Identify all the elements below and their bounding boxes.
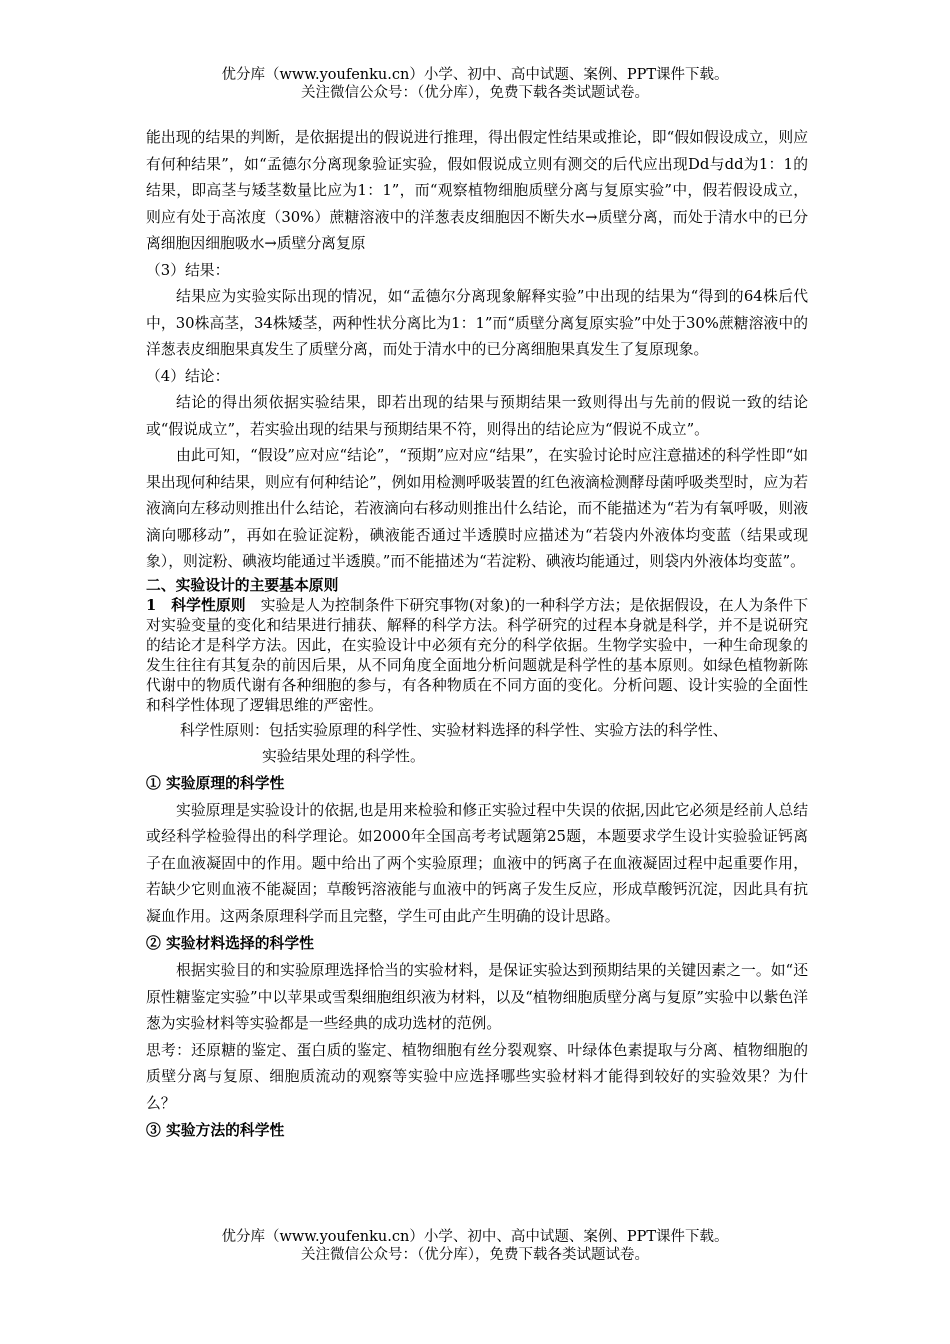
paragraph-principle-science: 实验原理是实验设计的依据,也是用来检验和修正实验过程中失误的依据,因此它必须是经前人总结或经科学检验得出的科学理论。如2000年全国高考考试题第25题，本题要求学生设计实验验证钙离子在血液凝固中的作用。题中给出了两个实验原理；血液中的钙离子在血液凝固过程中起重要作用，若缺少它则血液不能凝固；草酸钙溶液能与血液中的钙离子发生反应，形成草酸钙沉淀，因此具有抗凝血作用。这两条原理科学而且完整，学生可由此产生明确的设计思路。 — [146, 801, 808, 925]
paragraph-conclusion: 结论的得出须依据实验结果，即若出现的结果与预期结果一致则得出与先前的假说一致的结论或“假说成立”，若实验出现的结果与预期结果不符，则得出的结论应为“假说不成立”。 — [146, 394, 808, 438]
scientific-principle-label: 1 科学性原则 — [146, 596, 246, 614]
heading-result: （3）结果： — [146, 261, 230, 279]
heading-material-science: ② 实验材料选择的科学性 — [146, 935, 314, 952]
header-line-1: 优分库（www.youfenku.cn）小学、初中、高中试题、案例、PPT课件下载。 — [221, 67, 729, 83]
paragraph-result: 结果应为实验实际出现的情况，如“孟德尔分离现象解释实验”中出现的结果为“得到的64株后代中，30株高茎，34株矮茎，两种性状分离比为1：1”而“质壁分离复原实验”中处于30%蔗糖溶液中的洋葱表皮细胞果真发生了质壁分离，而处于清水中的已分离细胞果真发生了复原现象。 — [146, 288, 808, 358]
document-body — [146, 125, 808, 1145]
scientific-summary-line-1: 科学性原则：包括实验原理的科学性、实验材料选择的科学性、实验方法的科学性、 — [180, 721, 728, 739]
paragraph-summary: 由此可知，“假设”应对应“结论”，“预期”应对应“结果”，在实验讨论时应注意描述的科学性即“如果出现何种结果，则应有何种结论”，例如用检测呼吸装置的红色液滴检测酵母菌呼吸类型时，应为若液滴向左移动则推出什么结论，若液滴向右移动则推出什么结论，而不能描述为“若为有氧呼吸，则液滴向哪移动”，再如在验证淀粉，碘液能否通过半透膜时应描述为“若袋内外液体均变蓝（结果或现象），则淀粉、碘液均能通过半透膜。”而不能描述为“若淀粉、碘液均能通过，则袋内外液体均变蓝”。 — [146, 447, 808, 570]
footer-line-2: 关注微信公众号：（优分库），免费下载各类试题试卷。 — [301, 1247, 649, 1263]
header-line-2: 关注微信公众号：（优分库），免费下载各类试题试卷。 — [301, 85, 649, 101]
heading-principle-science: ① 实验原理的科学性 — [146, 774, 285, 792]
section-title-principles: 二、实验设计的主要基本原则 — [146, 576, 339, 594]
paragraph-scientific-principle — [146, 596, 808, 716]
page-footer — [0, 1228, 950, 1264]
heading-conclusion: （4）结论： — [146, 367, 230, 385]
scientific-principle-text: 实验是人为控制条件下研究事物(对象)的一种科学方法；是依据假设，在人为条件下对实验变量的变化和结果进行捕获、解释的科学方法。科学研究的过程本身就是科学，并不是说研究的结论才是科学方法。因此，在实验设计中必须有充分的科学依据。生物学实验中，一种生命现象的发生往往有其复杂的前因后果，从不同角度全面地分析问题就是科学性的基本原则。如绿色植物新陈代谢中的物质代谢有各种细胞的参与，有各种物质在不同方面的变化。分析问题、设计实验的全面性和科学性体现了逻辑思维的严密性。 — [146, 596, 808, 714]
paragraph-think: 思考：还原糖的鉴定、蛋白质的鉴定、植物细胞有丝分裂观察、叶绿体色素提取与分离、植物细胞的质壁分离与复原、细胞质流动的观察等实验中应选择哪些实验材料才能得到较好的实验效果？为什么？ — [146, 1041, 808, 1112]
page-header — [0, 66, 950, 102]
paragraph-material-science: 根据实验目的和实验原理选择恰当的实验材料，是保证实验达到预期结果的关键因素之一。如“还原性糖鉴定实验”中以苹果或雪梨细胞组织液为材料，以及“植物细胞质壁分离与复原”实验中以紫色洋葱为实验材料等实验都是一些经典的成功选材的范例。 — [146, 962, 808, 1032]
scientific-summary-line-2: 实验结果处理的科学性。 — [262, 747, 425, 765]
paragraph-prediction: 能出现的结果的判断，是依据提出的假说进行推理，得出假定性结果或推论，即“假如假设成立，则应有何种结果”，如“孟德尔分离现象验证实验，假如假说成立则有测交的后代应出现Dd与dd为1：1的结果，即高茎与矮茎数量比应为1：1”，而“观察植物细胞质壁分离与复原实验”中，假若假设成立，则应有处于高浓度（30%）蔗糖溶液中的洋葱表皮细胞因不断失水→质壁分离，而处于清水中的已分离细胞因细胞吸水→质壁分离复原 — [146, 129, 808, 252]
heading-method-science: ③ 实验方法的科学性 — [146, 1122, 285, 1139]
footer-line-1: 优分库（www.youfenku.cn）小学、初中、高中试题、案例、PPT课件下载。 — [221, 1229, 729, 1245]
